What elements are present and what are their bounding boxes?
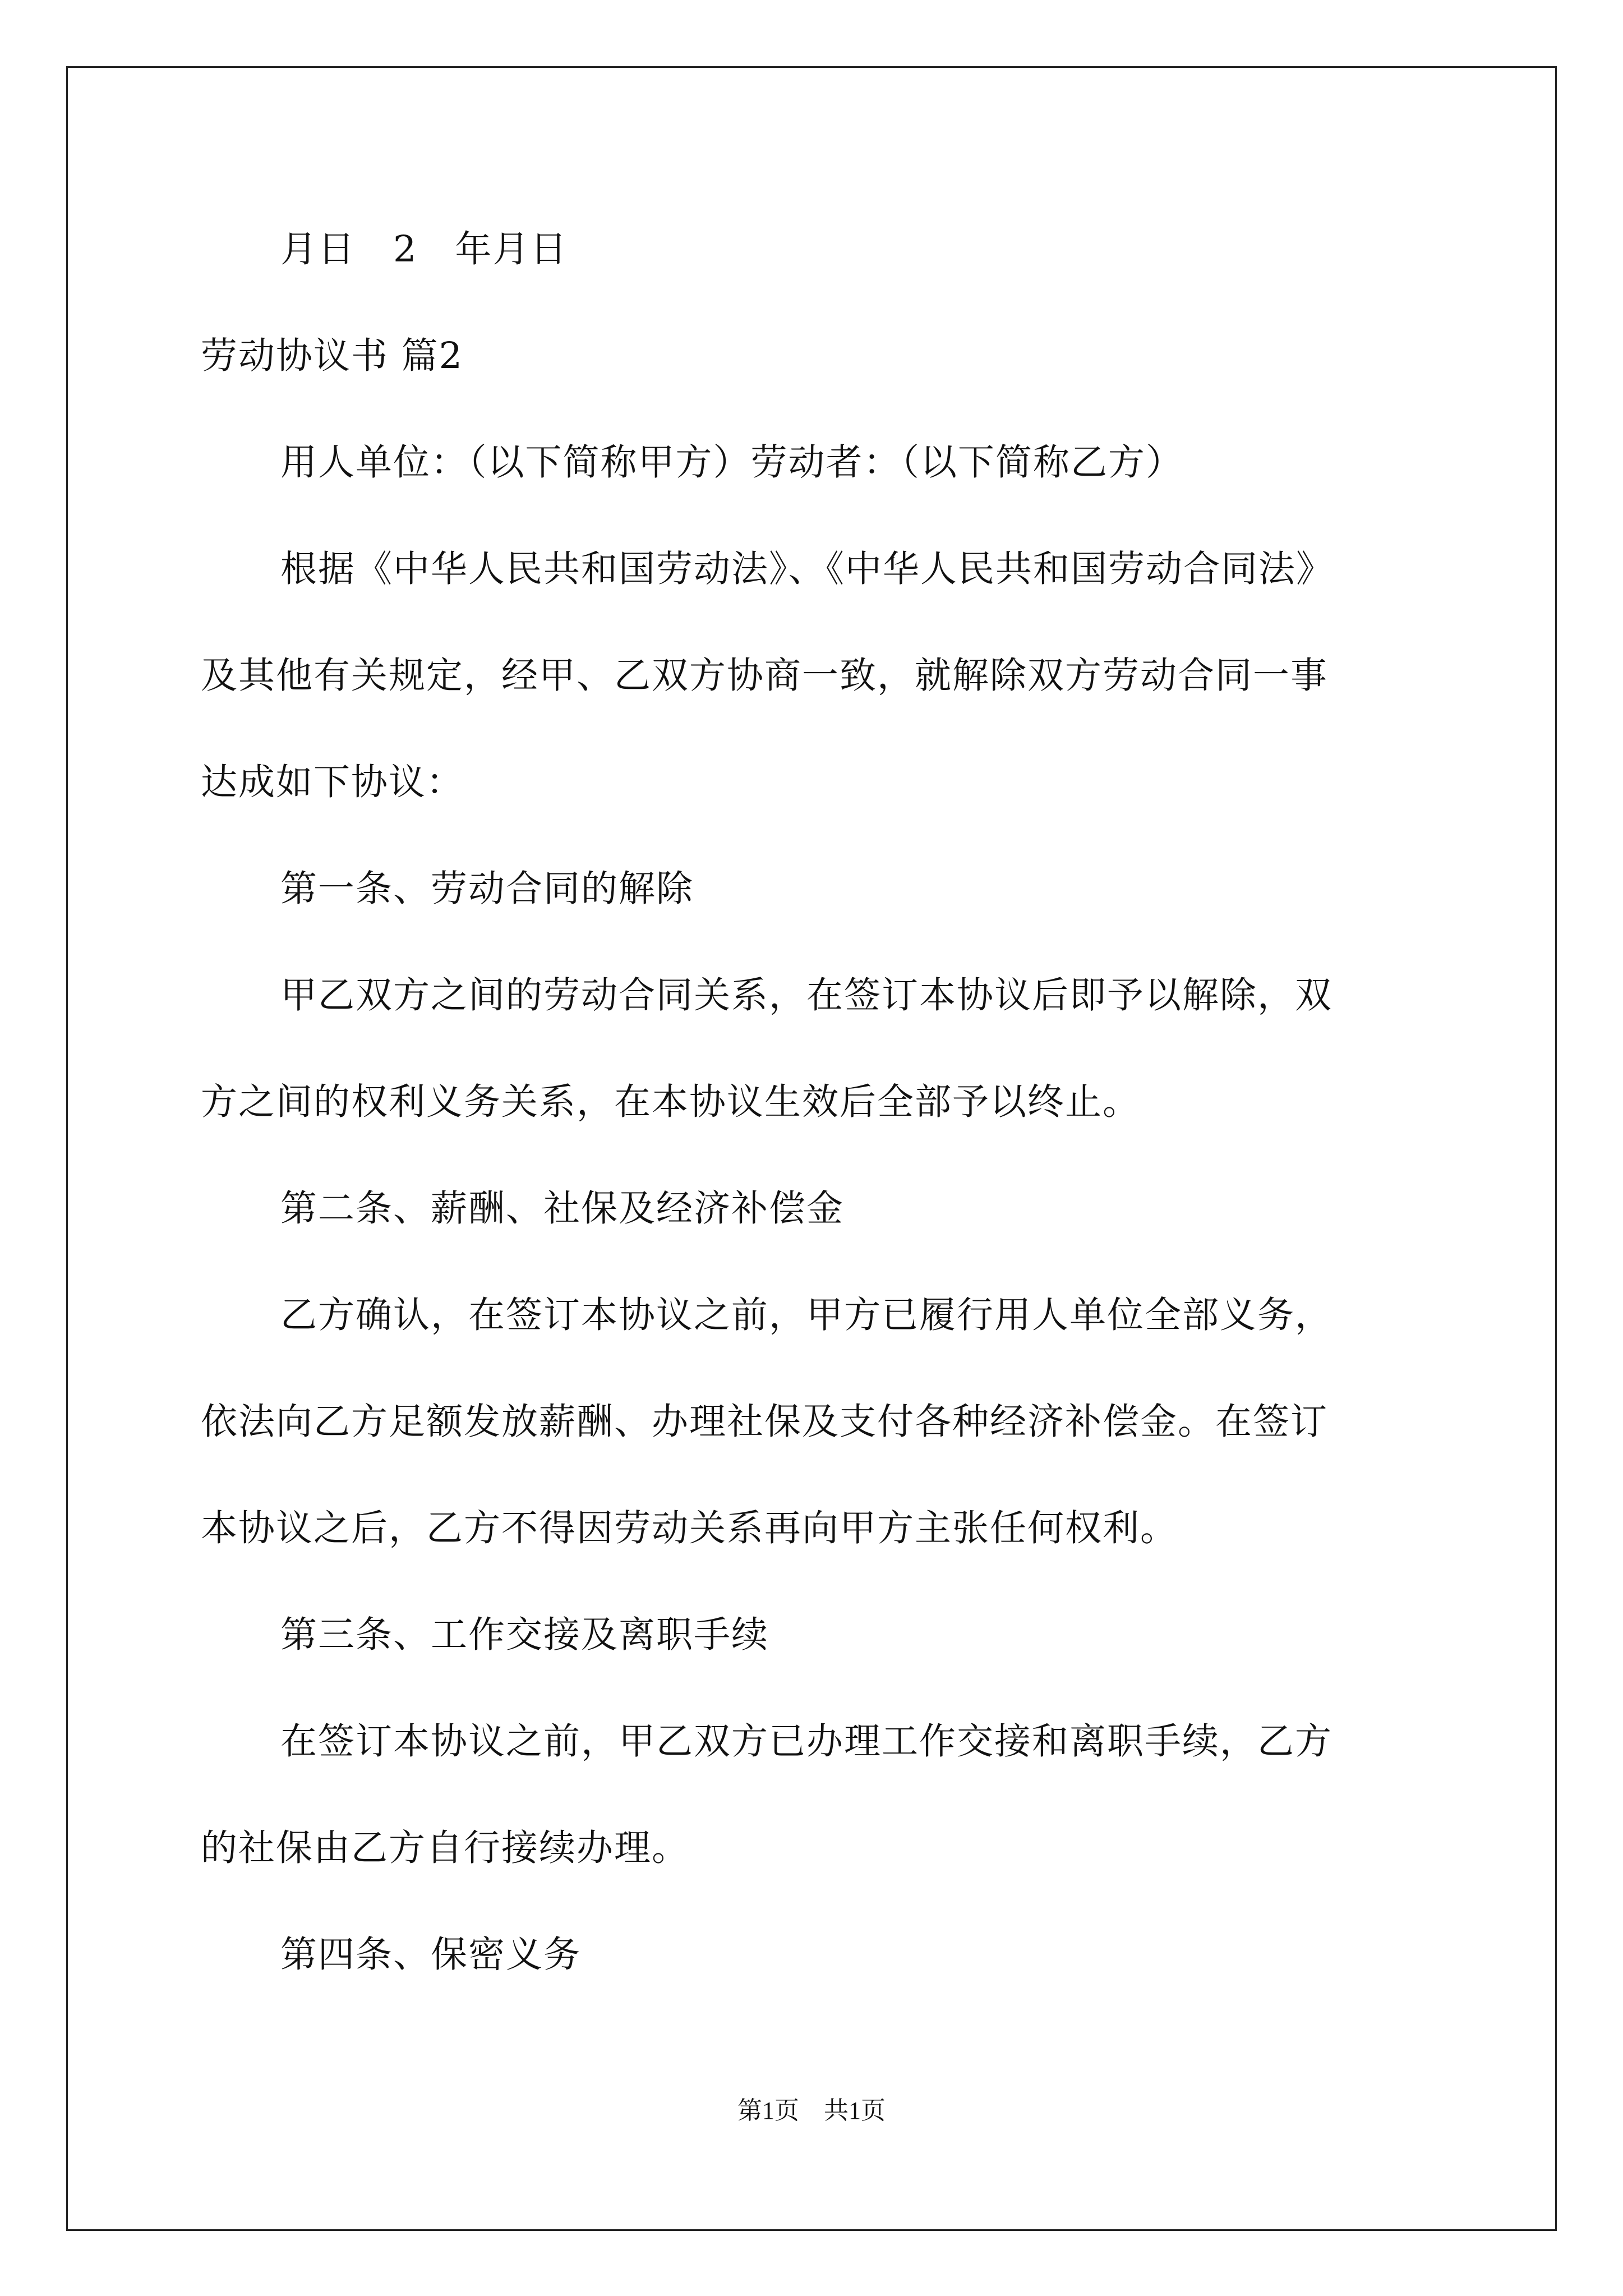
page-border: [66, 66, 1557, 2231]
article-heading: 第二条、薪酬、社保及经济补偿金: [280, 1188, 845, 1230]
paragraph-line: 方之间的权利义务关系，在本协议生效后全部予以终止。: [201, 1081, 1141, 1123]
paragraph-line: 达成如下协议：: [201, 761, 464, 803]
paragraph-line: 在签订本协议之前，甲乙双方已办理工作交接和离职手续，乙方: [280, 1720, 1333, 1763]
article-heading: 第四条、保密义务: [280, 1934, 582, 1976]
paragraph-line: 甲乙双方之间的劳动合同关系，在签订本协议后即予以解除，双: [280, 974, 1333, 1016]
paragraph-line: 乙方确认，在签订本协议之前，甲方已履行用人单位全部义务，: [280, 1294, 1333, 1336]
page-footer: 第1页 共1页: [737, 2097, 886, 2124]
parties-line: 用人单位：（以下简称甲方）劳动者：（以下简称乙方）: [280, 441, 1184, 484]
paragraph-line: 本协议之后，乙方不得因劳动关系再向甲方主张任何权利。: [201, 1507, 1178, 1549]
paragraph-line: 根据《中华人民共和国劳动法》、《中华人民共和国劳动合同法》: [280, 548, 1334, 590]
article-heading: 第三条、工作交接及离职手续: [280, 1614, 769, 1656]
paragraph-line: 依法向乙方足额发放薪酬、办理社保及支付各种经济补偿金。在签订: [201, 1401, 1329, 1443]
section-title: 劳动协议书 篇2: [201, 335, 464, 377]
article-heading: 第一条、劳动合同的解除: [280, 868, 694, 910]
date-line: 月日 2 年月日: [280, 228, 568, 270]
paragraph-line: 的社保由乙方自行接续办理。: [201, 1827, 690, 1869]
paragraph-line: 及其他有关规定，经甲、乙双方协商一致，就解除双方劳动合同一事: [201, 655, 1329, 697]
